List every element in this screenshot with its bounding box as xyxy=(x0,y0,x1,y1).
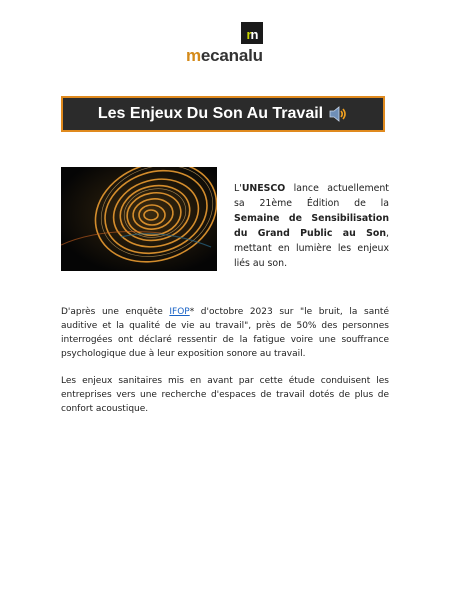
survey-after: * d'octobre 2023 sur "le bruit, la santé auditive et la qualité de vie au travail", près de 50% des personnes interrogées ont déclaré ressentir de la fatigue voire une souffrance psychologique due à leur exposition sonore au travail. xyxy=(61,307,389,359)
brand-logo[interactable] xyxy=(186,22,276,66)
intro-end: , mettant en lumière les enjeux liés au son. xyxy=(234,228,389,269)
intro-org: UNESCO xyxy=(241,183,286,194)
intro-event: Semaine de Sensibilisation du Grand Public au Son xyxy=(234,213,389,239)
logo-mark-icon: rn xyxy=(241,22,263,44)
survey-paragraph xyxy=(61,305,389,361)
sound-waves-image xyxy=(61,167,217,271)
speaker-icon xyxy=(328,105,348,123)
survey-before: D'après une enquête xyxy=(61,307,170,317)
ifop-link[interactable]: IFOP xyxy=(169,307,190,317)
conclusion-paragraph: Les enjeux sanitaires mis en avant par cette étude conduisent les entreprises vers une recherche d'espaces de travail dotés de plus de confort acoustique. xyxy=(61,376,389,414)
intro-text xyxy=(234,181,389,271)
title-banner xyxy=(61,96,385,132)
banner-title: Les Enjeux Du Son Au Travail xyxy=(97,105,324,122)
logo-text: mecanalu xyxy=(186,46,263,65)
intro-start: L' xyxy=(234,183,242,194)
logo-text-rest: ecanalu xyxy=(200,46,263,65)
intro-mid: lance actuellement sa 21ème Édition de la xyxy=(234,183,389,209)
